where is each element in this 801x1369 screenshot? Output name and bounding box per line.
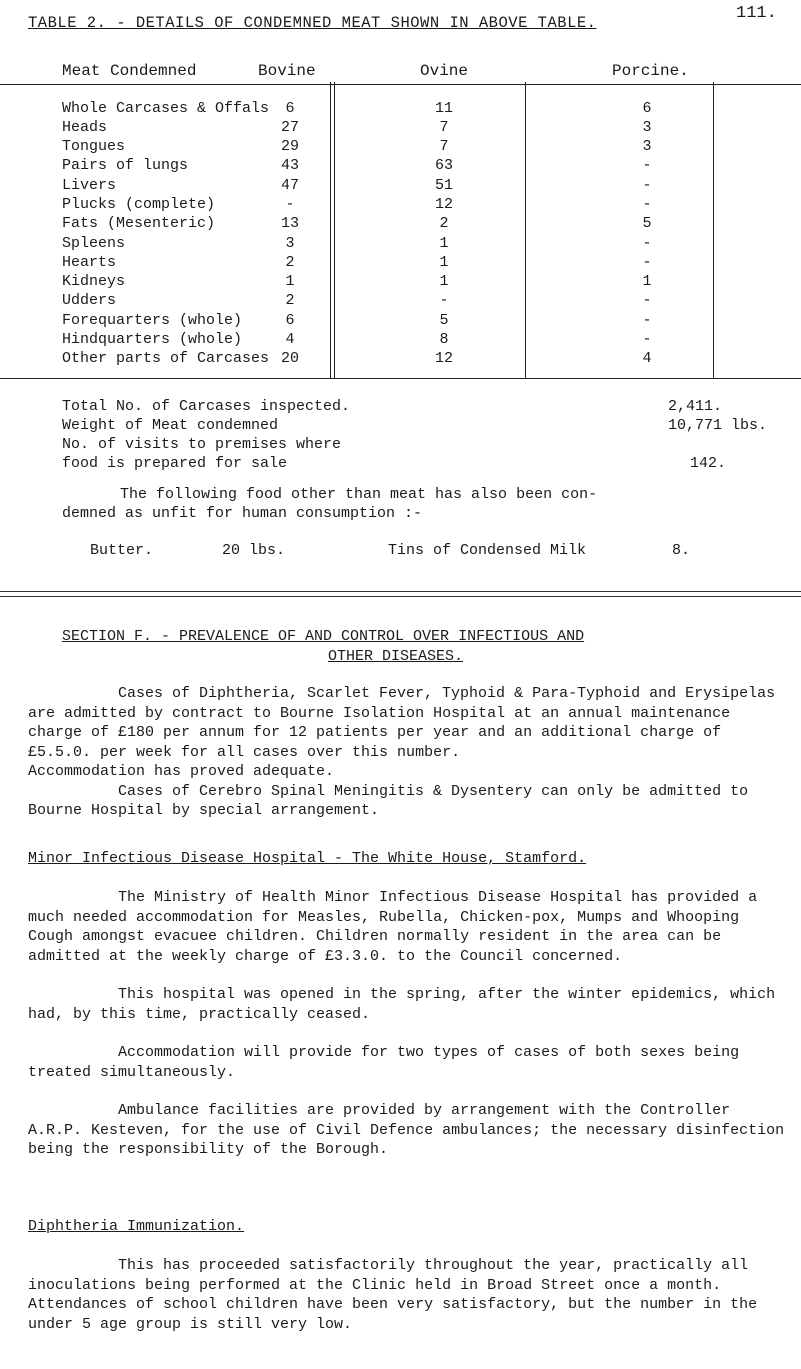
porcine-cell: - bbox=[642, 312, 652, 329]
visits-value: 142. bbox=[690, 455, 727, 472]
bovine-cell: 13 bbox=[280, 215, 299, 232]
bovine-cell: 29 bbox=[280, 138, 299, 155]
col-header-ovine: Ovine bbox=[420, 62, 469, 80]
bovine-cell: - bbox=[285, 196, 295, 213]
porcine-cell: - bbox=[642, 177, 652, 194]
section-f-heading: SECTION F. - PREVALENCE OF AND CONTROL OVER INFECTIOUS AND bbox=[62, 628, 585, 645]
bovine-cell: 2 bbox=[285, 292, 295, 309]
porcine-cell: 1 bbox=[642, 273, 652, 290]
table-row bbox=[0, 177, 801, 196]
table-row bbox=[0, 312, 801, 331]
row-label: Plucks (complete) bbox=[62, 196, 216, 213]
porcine-cell: - bbox=[642, 292, 652, 309]
ovine-cell: 2 bbox=[439, 215, 449, 232]
row-label: Heads bbox=[62, 119, 108, 136]
row-label: Kidneys bbox=[62, 273, 126, 290]
section-separator bbox=[0, 591, 801, 597]
ovine-cell: 11 bbox=[434, 100, 453, 117]
total-carcases-label: Total No. of Carcases inspected. bbox=[62, 398, 351, 415]
ovine-cell: 1 bbox=[439, 254, 449, 271]
ambulance-paragraph: Ambulance facilities are provided by arrangement with the Controller A.R.P. Kesteven, for the use of Civil Defence ambulances; the necessary disinfection being the responsibility of the Borough. bbox=[28, 1102, 785, 1158]
ovine-cell: 8 bbox=[439, 331, 449, 348]
porcine-cell: 3 bbox=[642, 138, 652, 155]
hospital-opening-paragraph: This hospital was opened in the spring, after the winter epidemics, which had, by this time, practically ceased. bbox=[28, 986, 776, 1023]
other-food-intro-1: The following food other than meat has also been con- bbox=[120, 486, 598, 503]
table-title: TABLE 2. - DETAILS OF CONDEMNED MEAT SHOWN IN ABOVE TABLE. bbox=[28, 14, 597, 32]
col-header-bovine: Bovine bbox=[258, 62, 316, 80]
ovine-cell: 7 bbox=[439, 138, 449, 155]
weight-condemned-value: 10,771 lbs. bbox=[668, 417, 768, 434]
row-label: Forequarters (whole) bbox=[62, 312, 243, 329]
bovine-cell: 43 bbox=[280, 157, 299, 174]
visits-label-line1: No. of visits to premises where bbox=[62, 436, 342, 453]
section-f-body bbox=[28, 684, 788, 821]
diphtheria-paragraph: This has proceeded satisfactorily throughout the year, practically all inoculations being performed at the Clinic held in Broad Street once a month. Attendances of school children have been very satisfactory, but the number in the under 5 age group is still very low. bbox=[28, 1257, 758, 1333]
table-bottom-rule bbox=[0, 378, 801, 379]
bovine-cell: 47 bbox=[280, 177, 299, 194]
accommodation-types-paragraph: Accommodation will provide for two types of cases of both sexes being treated simultaneously. bbox=[28, 1044, 740, 1081]
table-row bbox=[0, 254, 801, 273]
weight-condemned-label: Weight of Meat condemned bbox=[62, 417, 279, 434]
bovine-cell: 2 bbox=[285, 254, 295, 271]
butter-label: Butter. bbox=[90, 542, 154, 559]
table-row bbox=[0, 196, 801, 215]
bovine-cell: 1 bbox=[285, 273, 295, 290]
infectious-admission-paragraph: Cases of Diphtheria, Scarlet Fever, Typhoid & Para-Typhoid and Erysipelas are admitted by contract to Bourne Isolation Hospital at an annual maintenance charge of £180 per annum for 12 patients per year and an additional charge of £5.5.0. per week for all cases over this number. bbox=[28, 685, 776, 761]
bovine-cell: 6 bbox=[285, 312, 295, 329]
row-label: Pairs of lungs bbox=[62, 157, 189, 174]
row-label: Tongues bbox=[62, 138, 126, 155]
butter-value: 20 lbs. bbox=[222, 542, 286, 559]
diphtheria-body bbox=[28, 1256, 788, 1334]
table-top-rule bbox=[0, 84, 801, 85]
row-label: Whole Carcases & Offals bbox=[62, 100, 270, 117]
row-label: Udders bbox=[62, 292, 117, 309]
col-header-meat: Meat Condemned bbox=[62, 62, 197, 80]
porcine-cell: 3 bbox=[642, 119, 652, 136]
table-row bbox=[0, 235, 801, 254]
ovine-cell: 7 bbox=[439, 119, 449, 136]
table-row bbox=[0, 292, 801, 311]
col-header-porcine: Porcine. bbox=[612, 62, 689, 80]
minor-hospital-paragraph: The Ministry of Health Minor Infectious Disease Hospital has provided a much needed accommodation for Measles, Rubella, Chicken-pox, Mumps and Whooping Cough amongst evacuee children. Children normally resident in the area can be admitted at the weekly charge of £3.3.0. to the Council concerned. bbox=[28, 889, 758, 965]
table-row bbox=[0, 273, 801, 292]
row-label: Fats (Mesenteric) bbox=[62, 215, 216, 232]
condensed-milk-value: 8. bbox=[672, 542, 691, 559]
row-label: Hearts bbox=[62, 254, 117, 271]
porcine-cell: - bbox=[642, 235, 652, 252]
table-row bbox=[0, 138, 801, 157]
meningitis-paragraph: Cases of Cerebro Spinal Meningitis & Dysentery can only be admitted to Bourne Hospital by special arrangement. bbox=[28, 782, 749, 819]
ovine-cell: 5 bbox=[439, 312, 449, 329]
page-number: 111. bbox=[736, 4, 777, 23]
ovine-cell: - bbox=[439, 292, 449, 309]
porcine-cell: 4 bbox=[642, 350, 652, 367]
ovine-cell: 1 bbox=[439, 273, 449, 290]
table-row bbox=[0, 100, 801, 119]
table-row bbox=[0, 157, 801, 176]
row-label: Livers bbox=[62, 177, 117, 194]
table-row bbox=[0, 350, 801, 369]
table-row bbox=[0, 331, 801, 350]
row-label: Other parts of Carcases bbox=[62, 350, 270, 367]
porcine-cell: - bbox=[642, 331, 652, 348]
other-food-intro-2: demned as unfit for human consumption :- bbox=[62, 505, 423, 522]
ovine-cell: 51 bbox=[434, 177, 453, 194]
minor-hospital-heading: Minor Infectious Disease Hospital - The White House, Stamford. bbox=[28, 850, 587, 867]
bovine-cell: 4 bbox=[285, 331, 295, 348]
bovine-cell: 20 bbox=[280, 350, 299, 367]
porcine-cell: - bbox=[642, 254, 652, 271]
condensed-milk-label: Tins of Condensed Milk bbox=[388, 542, 587, 559]
porcine-cell: - bbox=[642, 196, 652, 213]
ovine-cell: 1 bbox=[439, 235, 449, 252]
accommodation-note: Accommodation has proved adequate. bbox=[28, 763, 335, 780]
total-carcases-value: 2,411. bbox=[668, 398, 723, 415]
row-label: Spleens bbox=[62, 235, 126, 252]
porcine-cell: 6 bbox=[642, 100, 652, 117]
table-row bbox=[0, 119, 801, 138]
bovine-cell: 6 bbox=[285, 100, 295, 117]
table-row bbox=[0, 215, 801, 234]
bovine-cell: 27 bbox=[280, 119, 299, 136]
porcine-cell: - bbox=[642, 157, 652, 174]
visits-label-line2: food is prepared for sale bbox=[62, 455, 288, 472]
section-f-heading-cont: OTHER DISEASES. bbox=[328, 648, 464, 665]
minor-hospital-body bbox=[28, 888, 788, 1160]
ovine-cell: 12 bbox=[434, 196, 453, 213]
bovine-cell: 3 bbox=[285, 235, 295, 252]
row-label: Hindquarters (whole) bbox=[62, 331, 243, 348]
diphtheria-heading: Diphtheria Immunization. bbox=[28, 1218, 245, 1235]
porcine-cell: 5 bbox=[642, 215, 652, 232]
ovine-cell: 12 bbox=[434, 350, 453, 367]
ovine-cell: 63 bbox=[434, 157, 453, 174]
